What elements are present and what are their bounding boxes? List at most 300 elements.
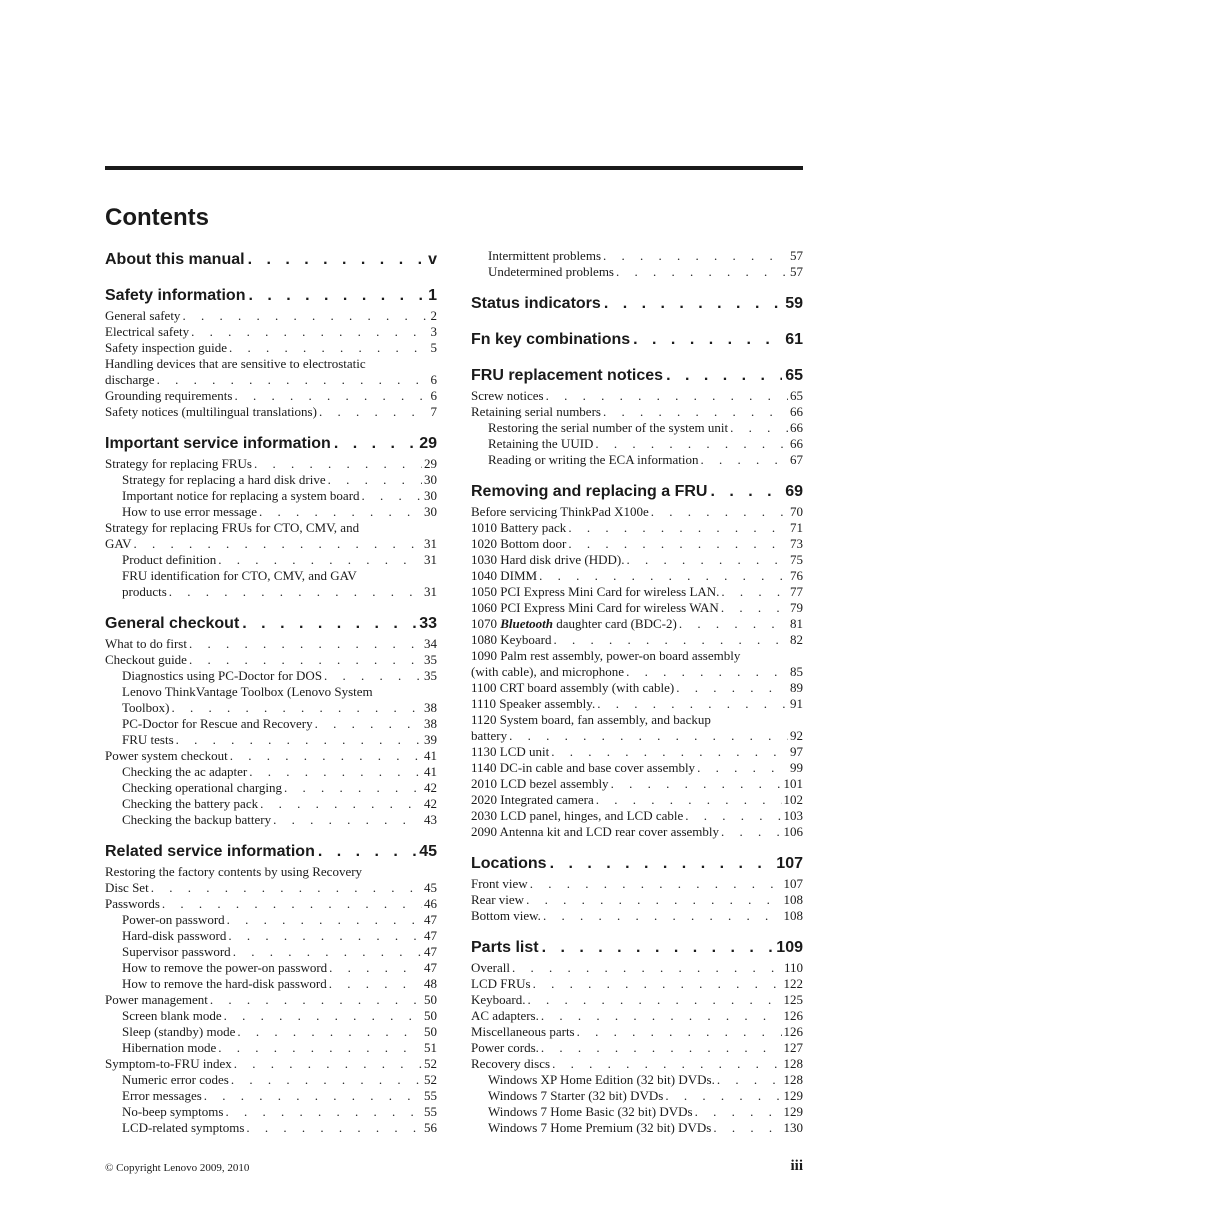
leader-dots bbox=[134, 536, 423, 552]
toc-page-number: 2 bbox=[430, 308, 437, 323]
toc-page-number: 55 bbox=[424, 1088, 437, 1103]
leader-dots bbox=[319, 404, 429, 420]
toc-entry-title: 1110 Speaker assembly. bbox=[471, 696, 596, 711]
leader-dots bbox=[595, 436, 788, 452]
toc-page-number: 99 bbox=[790, 760, 803, 775]
toc-page-number: 101 bbox=[783, 776, 803, 791]
leader-dots bbox=[685, 808, 781, 824]
toc-page-number: 29 bbox=[419, 435, 437, 452]
toc-entry-continuation bbox=[105, 536, 437, 552]
leader-dots bbox=[710, 480, 782, 504]
toc-section-heading[interactable] bbox=[105, 284, 437, 308]
toc-entry-title: 1020 Bottom door bbox=[471, 536, 567, 551]
toc-entry-title: 1100 CRT board assembly (with cable) bbox=[471, 680, 675, 695]
toc-entry[interactable] bbox=[471, 776, 803, 792]
toc-entry[interactable] bbox=[471, 536, 803, 552]
toc-section-heading[interactable] bbox=[105, 840, 437, 864]
leader-dots bbox=[701, 452, 789, 468]
toc-entry[interactable] bbox=[105, 896, 437, 912]
toc-entry[interactable] bbox=[471, 680, 803, 696]
leader-dots bbox=[224, 1008, 422, 1024]
toc-page-number: 89 bbox=[790, 680, 803, 695]
leader-dots bbox=[676, 680, 788, 696]
toc-entry[interactable] bbox=[105, 324, 437, 340]
toc-entry-title: Screen blank mode bbox=[122, 1008, 222, 1023]
toc-entry[interactable] bbox=[105, 1104, 437, 1120]
leader-dots bbox=[334, 432, 416, 456]
toc-section-heading[interactable] bbox=[105, 248, 437, 272]
toc-entry-continuation bbox=[471, 728, 803, 744]
leader-dots bbox=[284, 780, 422, 796]
toc-entry[interactable] bbox=[105, 652, 437, 668]
toc-entry-title: AC adapters. bbox=[471, 1008, 539, 1023]
toc-page-number: 71 bbox=[790, 520, 803, 535]
toc-page-number: 33 bbox=[419, 615, 437, 632]
toc-entry[interactable] bbox=[471, 568, 803, 584]
toc-entry[interactable] bbox=[105, 732, 437, 748]
toc-entry[interactable] bbox=[105, 716, 437, 732]
toc-entry[interactable] bbox=[105, 308, 437, 324]
leader-dots bbox=[697, 760, 788, 776]
toc-page-number: 76 bbox=[790, 568, 803, 583]
toc-entry[interactable] bbox=[105, 1040, 437, 1056]
toc-entry[interactable] bbox=[105, 796, 437, 812]
toc-page-number: 42 bbox=[424, 796, 437, 811]
toc-page-number: 77 bbox=[790, 584, 803, 599]
leader-dots bbox=[616, 264, 788, 280]
toc-entry-title: Checkout guide bbox=[105, 652, 187, 667]
leader-dots bbox=[568, 536, 788, 552]
toc-entry[interactable] bbox=[471, 436, 803, 452]
toc-page-number: 81 bbox=[790, 616, 803, 631]
toc-page-number: 108 bbox=[783, 908, 803, 923]
toc-entry-title: Reading or writing the ECA information bbox=[488, 452, 699, 467]
toc-entry-title-emphasis: Bluetooth bbox=[500, 616, 553, 631]
toc-entry-title: 1080 Keyboard bbox=[471, 632, 552, 647]
toc-page-number: 50 bbox=[424, 992, 437, 1007]
leader-dots bbox=[259, 504, 422, 520]
toc-entry-title: Grounding requirements bbox=[105, 388, 233, 403]
toc-entry-title: 1060 PCI Express Mini Card for wireless WAN bbox=[471, 600, 719, 615]
toc-entry[interactable] bbox=[105, 976, 437, 992]
leader-dots bbox=[721, 600, 788, 616]
toc-section-heading[interactable] bbox=[471, 936, 803, 960]
toc-page-number: 57 bbox=[790, 248, 803, 263]
toc-entry[interactable] bbox=[105, 456, 437, 472]
toc-page-number: 42 bbox=[424, 780, 437, 795]
leader-dots bbox=[227, 912, 422, 928]
toc-entry[interactable] bbox=[105, 568, 437, 600]
toc-entry-title: Safety inspection guide bbox=[105, 340, 228, 355]
toc-page-number: 1 bbox=[428, 287, 437, 304]
leader-dots bbox=[242, 612, 416, 636]
leader-dots bbox=[577, 1024, 782, 1040]
toc-page-number: 66 bbox=[790, 420, 803, 435]
toc-entry[interactable] bbox=[105, 944, 437, 960]
toc-page-number: 97 bbox=[790, 744, 803, 759]
leader-dots bbox=[218, 552, 422, 568]
toc-entry-title: Sleep (standby) mode bbox=[122, 1024, 236, 1039]
toc-page-number: 39 bbox=[424, 732, 437, 747]
toc-entry-title-continued: Disc Set bbox=[105, 880, 149, 895]
leader-dots bbox=[318, 840, 416, 864]
toc-entry[interactable] bbox=[105, 1056, 437, 1072]
toc-entry[interactable] bbox=[105, 340, 437, 356]
toc-page-number: 52 bbox=[424, 1056, 437, 1071]
toc-entry-title: General safety bbox=[105, 308, 181, 323]
toc-section-heading[interactable] bbox=[471, 480, 803, 504]
toc-section-heading[interactable] bbox=[471, 852, 803, 876]
leader-dots bbox=[695, 1104, 782, 1120]
toc-entry[interactable] bbox=[105, 764, 437, 780]
toc-entry[interactable] bbox=[471, 992, 803, 1008]
leader-dots bbox=[509, 728, 788, 744]
toc-entry-title: What to do first bbox=[105, 636, 187, 651]
toc-entry[interactable] bbox=[471, 960, 803, 976]
toc-entry-title: Checking the battery pack bbox=[122, 796, 259, 811]
leader-dots bbox=[176, 732, 422, 748]
page-title: Contents bbox=[105, 204, 209, 231]
toc-entry-title-continued: GAV bbox=[105, 536, 132, 551]
toc-entry[interactable] bbox=[471, 976, 803, 992]
toc-entry[interactable] bbox=[105, 684, 437, 716]
toc-entry-title-prefix: 1070 bbox=[471, 616, 501, 631]
toc-entry[interactable] bbox=[471, 696, 803, 712]
toc-entry-title: 1040 DIMM bbox=[471, 568, 538, 583]
toc-entry-continuation bbox=[122, 584, 437, 600]
toc-entry-title: Numeric error codes bbox=[122, 1072, 229, 1087]
leader-dots bbox=[730, 420, 788, 436]
toc-entry-title: How to use error message bbox=[122, 504, 258, 519]
toc-right-column bbox=[471, 248, 803, 1136]
toc-page-number: 51 bbox=[424, 1040, 437, 1055]
toc-page-number: 48 bbox=[424, 976, 437, 991]
toc-entry-title: Error messages bbox=[122, 1088, 202, 1103]
toc-entry-title: 1010 Battery pack bbox=[471, 520, 567, 535]
toc-entry[interactable] bbox=[471, 876, 803, 892]
toc-entry[interactable] bbox=[471, 1072, 803, 1088]
toc-entry-title: Strategy for replacing a hard disk drive bbox=[122, 472, 326, 487]
leader-dots bbox=[550, 852, 774, 876]
toc-entry[interactable] bbox=[105, 928, 437, 944]
toc-page-number: 79 bbox=[790, 600, 803, 615]
toc-page-number: 103 bbox=[783, 808, 803, 823]
toc-entry[interactable] bbox=[105, 748, 437, 764]
toc-entry-title: FRU tests bbox=[122, 732, 174, 747]
toc-page-number: 92 bbox=[790, 728, 803, 743]
toc-entry-title: Handling devices that are sensitive to electrostatic bbox=[105, 356, 366, 371]
toc-entry-title: Power management bbox=[105, 992, 208, 1007]
leader-dots bbox=[229, 340, 428, 356]
toc-entry[interactable] bbox=[471, 1056, 803, 1072]
toc-page-number: 106 bbox=[783, 824, 803, 839]
toc-entry-title: Strategy for replacing FRUs for CTO, CMV, and bbox=[105, 520, 360, 535]
toc-page-number: 47 bbox=[424, 960, 437, 975]
leader-dots bbox=[218, 1040, 422, 1056]
toc-entry-title: Checking operational charging bbox=[122, 780, 283, 795]
toc-page-number: 35 bbox=[424, 668, 437, 683]
leader-dots bbox=[162, 896, 422, 912]
toc-entry-title: Undetermined problems bbox=[488, 264, 614, 279]
toc-entry[interactable] bbox=[105, 992, 437, 1008]
toc-entry[interactable] bbox=[105, 404, 437, 420]
toc-entry[interactable] bbox=[471, 1040, 803, 1056]
toc-entry[interactable] bbox=[471, 1104, 803, 1120]
toc-page-number: 69 bbox=[785, 483, 803, 500]
leader-dots bbox=[191, 324, 428, 340]
toc-page-number: 45 bbox=[424, 880, 437, 895]
toc-entry-title: Symptom-to-FRU index bbox=[105, 1056, 232, 1071]
toc-page-number: 82 bbox=[790, 632, 803, 647]
toc-entry-title: Screw notices bbox=[471, 388, 544, 403]
toc-page-number: 30 bbox=[424, 504, 437, 519]
toc-page-number: 65 bbox=[790, 388, 803, 403]
toc-section-heading[interactable] bbox=[471, 328, 803, 352]
toc-page-number: 6 bbox=[430, 388, 437, 403]
toc-page-number: 61 bbox=[785, 331, 803, 348]
leader-dots bbox=[329, 960, 422, 976]
toc-page-number: 31 bbox=[424, 552, 437, 567]
toc-entry[interactable] bbox=[471, 1024, 803, 1040]
toc-entry-title bbox=[471, 616, 677, 632]
toc-entry[interactable] bbox=[471, 892, 803, 908]
toc-page-number: 67 bbox=[790, 452, 803, 467]
toc-entry-title: Recovery discs bbox=[471, 1056, 551, 1071]
toc-entry-title: Electrical safety bbox=[105, 324, 190, 339]
toc-page-number: 38 bbox=[424, 700, 437, 715]
toc-page-number: 55 bbox=[424, 1104, 437, 1119]
toc-page-number: 29 bbox=[424, 456, 437, 471]
toc-entry-title: Product definition bbox=[122, 552, 217, 567]
toc-entry-title: Intermittent problems bbox=[488, 248, 602, 263]
toc-entry[interactable] bbox=[471, 520, 803, 536]
toc-section-title: General checkout bbox=[105, 615, 240, 632]
leader-dots bbox=[551, 744, 788, 760]
leader-dots bbox=[554, 632, 788, 648]
toc-page-number: 128 bbox=[783, 1072, 803, 1087]
toc-section-title: Parts list bbox=[471, 939, 539, 956]
leader-dots bbox=[626, 552, 788, 568]
toc-entry[interactable] bbox=[105, 1024, 437, 1040]
leader-dots bbox=[189, 636, 422, 652]
leader-dots bbox=[665, 1088, 781, 1104]
leader-dots bbox=[512, 960, 782, 976]
toc-page-number: 41 bbox=[424, 764, 437, 779]
toc-entry[interactable] bbox=[471, 600, 803, 616]
toc-entry-title: Strategy for replacing FRUs bbox=[105, 456, 252, 471]
leader-dots bbox=[249, 764, 422, 780]
toc-entry-title: 2090 Antenna kit and LCD rear cover assembly bbox=[471, 824, 720, 839]
toc-section-heading[interactable] bbox=[471, 364, 803, 388]
toc-entry-title: Restoring the serial number of the system unit bbox=[488, 420, 729, 435]
toc-page-number: 5 bbox=[430, 340, 437, 355]
toc-entry-title: Checking the ac adapter bbox=[122, 764, 248, 779]
toc-entry-title: How to remove the power-on password bbox=[122, 960, 328, 975]
toc-entry-continuation bbox=[105, 372, 437, 388]
leader-dots bbox=[666, 364, 782, 388]
toc-entry[interactable] bbox=[471, 248, 803, 264]
toc-page-number: 66 bbox=[790, 404, 803, 419]
toc-section-title: About this manual bbox=[105, 251, 245, 268]
toc-entry-title: Bottom view. bbox=[471, 908, 541, 923]
leader-dots bbox=[169, 584, 422, 600]
toc-entry[interactable] bbox=[471, 388, 803, 404]
toc-entry[interactable] bbox=[105, 864, 437, 896]
toc-page-number: 47 bbox=[424, 912, 437, 927]
toc-entry-title: Lenovo ThinkVantage Toolbox (Lenovo System bbox=[122, 684, 373, 699]
toc-entry-title: Safety notices (multilingual translations) bbox=[105, 404, 317, 419]
toc-entry[interactable] bbox=[471, 1008, 803, 1024]
toc-entry[interactable] bbox=[471, 792, 803, 808]
leader-dots bbox=[260, 796, 422, 812]
toc-entry[interactable] bbox=[105, 1072, 437, 1088]
toc-entry[interactable] bbox=[471, 264, 803, 280]
toc-entry[interactable] bbox=[105, 356, 437, 388]
toc-entry[interactable] bbox=[105, 780, 437, 796]
toc-entry-title: Supervisor password bbox=[122, 944, 231, 959]
leader-dots bbox=[717, 1072, 782, 1088]
toc-page-number: 43 bbox=[424, 812, 437, 827]
toc-entry-title: How to remove the hard-disk password bbox=[122, 976, 327, 991]
toc-section-heading[interactable] bbox=[471, 292, 803, 316]
toc-entry-title: Hard-disk password bbox=[122, 928, 227, 943]
toc-page-number: 30 bbox=[424, 472, 437, 487]
toc-entry[interactable] bbox=[105, 636, 437, 652]
toc-entry[interactable] bbox=[471, 808, 803, 824]
toc-entry[interactable] bbox=[471, 712, 803, 744]
toc-entry[interactable] bbox=[105, 488, 437, 504]
toc-section-title: Locations bbox=[471, 855, 547, 872]
toc-entry-title: 2030 LCD panel, hinges, and LCD cable bbox=[471, 808, 684, 823]
toc-entry-title: FRU identification for CTO, CMV, and GAV bbox=[122, 568, 357, 583]
toc-entry[interactable] bbox=[105, 1088, 437, 1104]
toc-page-number: 108 bbox=[783, 892, 803, 907]
toc-entry-title: Important notice for replacing a system board bbox=[122, 488, 360, 503]
toc-page-number: 6 bbox=[430, 372, 437, 387]
toc-entry[interactable] bbox=[471, 452, 803, 468]
leader-dots bbox=[543, 908, 782, 924]
toc-entry[interactable] bbox=[471, 632, 803, 648]
toc-entry-title: Before servicing ThinkPad X100e bbox=[471, 504, 649, 519]
toc-entry[interactable] bbox=[471, 908, 803, 924]
toc-section-heading[interactable] bbox=[105, 432, 437, 456]
toc-entry-title: 1030 Hard disk drive (HDD). bbox=[471, 552, 625, 567]
leader-dots bbox=[225, 1104, 422, 1120]
toc-entry-continuation bbox=[105, 880, 437, 896]
toc-entry-title: No-beep symptoms bbox=[122, 1104, 224, 1119]
toc-entry-title: 2010 LCD bezel assembly bbox=[471, 776, 609, 791]
toc-left-column bbox=[105, 248, 437, 1136]
toc-page-number: 3 bbox=[430, 324, 437, 339]
toc-entry[interactable] bbox=[105, 472, 437, 488]
toc-entry[interactable] bbox=[471, 760, 803, 776]
toc-entry-continuation bbox=[122, 700, 437, 716]
toc-entry[interactable] bbox=[105, 668, 437, 684]
toc-entry[interactable] bbox=[471, 1088, 803, 1104]
toc-section-title: FRU replacement notices bbox=[471, 367, 664, 384]
leader-dots bbox=[324, 668, 422, 684]
toc-page-number: 126 bbox=[783, 1024, 803, 1039]
toc-entry[interactable] bbox=[105, 960, 437, 976]
toc-entry[interactable] bbox=[105, 812, 437, 828]
toc-section-title: Fn key combinations bbox=[471, 331, 631, 348]
toc-entry-title: 1120 System board, fan assembly, and backup bbox=[471, 712, 711, 727]
leader-dots bbox=[541, 1008, 782, 1024]
toc-page-number: 45 bbox=[419, 843, 437, 860]
toc-page-number: 129 bbox=[783, 1104, 803, 1119]
toc-section-title: Safety information bbox=[105, 287, 246, 304]
toc-entry-title: LCD FRUs bbox=[471, 976, 531, 991]
leader-dots bbox=[254, 456, 422, 472]
leader-dots bbox=[611, 776, 782, 792]
toc-entry-title: Windows 7 Starter (32 bit) DVDs bbox=[488, 1088, 664, 1103]
toc-entry[interactable] bbox=[471, 420, 803, 436]
toc-entry[interactable] bbox=[471, 584, 803, 600]
leader-dots bbox=[721, 584, 788, 600]
toc-entry-title: Power-on password bbox=[122, 912, 225, 927]
toc-entry[interactable] bbox=[105, 1008, 437, 1024]
leader-dots bbox=[182, 308, 428, 324]
toc-entry-title: 1090 Palm rest assembly, power-on board assembly bbox=[471, 648, 741, 663]
toc-entry-title: Hibernation mode bbox=[122, 1040, 217, 1055]
leader-dots bbox=[539, 568, 788, 584]
toc-page-number: 130 bbox=[783, 1120, 803, 1135]
toc-entry[interactable] bbox=[105, 912, 437, 928]
toc-entry-title: Checking the backup battery bbox=[122, 812, 272, 827]
toc-entry-title: LCD-related symptoms bbox=[122, 1120, 245, 1135]
toc-entry[interactable] bbox=[471, 404, 803, 420]
leader-dots bbox=[234, 388, 428, 404]
toc-entry[interactable] bbox=[105, 388, 437, 404]
toc-entry[interactable] bbox=[471, 616, 803, 632]
toc-entry[interactable] bbox=[105, 552, 437, 568]
toc-entry[interactable] bbox=[471, 744, 803, 760]
toc-entry[interactable] bbox=[471, 648, 803, 680]
leader-dots bbox=[542, 936, 774, 960]
toc-page-number: 66 bbox=[790, 436, 803, 451]
toc-entry-title: Power cords. bbox=[471, 1040, 539, 1055]
toc-section-title: Related service information bbox=[105, 843, 315, 860]
toc-entry-title: 2020 Integrated camera bbox=[471, 792, 594, 807]
toc-page-number: 52 bbox=[424, 1072, 437, 1087]
toc-entry[interactable] bbox=[471, 1120, 803, 1136]
toc-section-heading[interactable] bbox=[105, 612, 437, 636]
copyright-notice: © Copyright Lenovo 2009, 2010 bbox=[105, 1162, 250, 1174]
leader-dots bbox=[568, 520, 788, 536]
leader-dots bbox=[204, 1088, 422, 1104]
toc-entry[interactable] bbox=[105, 504, 437, 520]
toc-page-number: 102 bbox=[783, 792, 803, 807]
toc-entry[interactable] bbox=[105, 1120, 437, 1136]
toc-page-number: 59 bbox=[785, 295, 803, 312]
toc-page-number: 70 bbox=[790, 504, 803, 519]
toc-page-number: 38 bbox=[424, 716, 437, 731]
toc-entry[interactable] bbox=[471, 552, 803, 568]
toc-page-number: 109 bbox=[776, 939, 803, 956]
toc-page-number: 7 bbox=[430, 404, 437, 419]
leader-dots bbox=[231, 1072, 422, 1088]
toc-entry-title: Overall bbox=[471, 960, 510, 975]
leader-dots bbox=[541, 1040, 782, 1056]
leader-dots bbox=[603, 404, 788, 420]
toc-entry[interactable] bbox=[105, 520, 437, 552]
toc-entry[interactable] bbox=[471, 824, 803, 840]
toc-entry-title: PC-Doctor for Rescue and Recovery bbox=[122, 716, 313, 731]
toc-entry[interactable] bbox=[471, 504, 803, 520]
leader-dots bbox=[228, 928, 422, 944]
toc-entry-title: 1130 LCD unit bbox=[471, 744, 550, 759]
leader-dots bbox=[171, 700, 422, 716]
